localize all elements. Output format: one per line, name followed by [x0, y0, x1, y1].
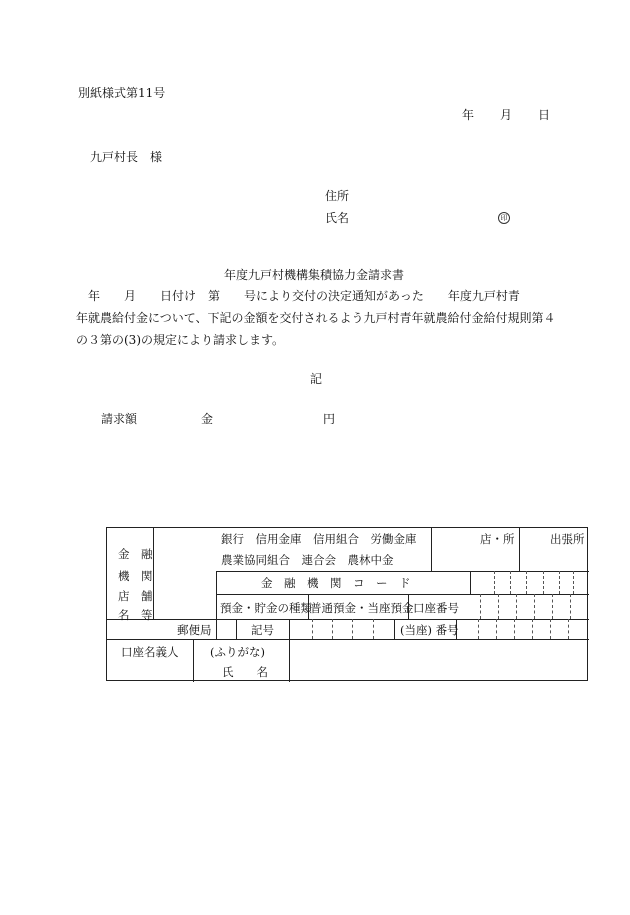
fin-inst-label-4: 名 等: [118, 608, 153, 622]
digit-divider: [573, 571, 574, 594]
address-label: 住所: [325, 189, 350, 203]
v-line: [470, 571, 471, 594]
digit-divider: [510, 571, 511, 594]
digit-divider: [552, 594, 553, 619]
name-label: 氏名: [325, 211, 350, 225]
h-line: [107, 619, 589, 620]
digit-divider: [568, 619, 569, 639]
deposit-type-label: 預金・貯金の種類: [220, 601, 312, 615]
digit-divider: [550, 619, 551, 639]
form-number: 別紙様式第11号: [78, 86, 166, 100]
seal-icon: 印: [498, 212, 510, 224]
digit-divider: [498, 594, 499, 619]
digit-divider: [559, 571, 560, 594]
body-text: [76, 285, 556, 351]
holder-name-label: 氏 名: [222, 665, 268, 679]
body-line-3: の３第の(3)の規定により請求します。: [76, 333, 285, 347]
bank-types-line-2: 農業協同組合 連合会 農林中金: [221, 553, 394, 567]
v-line: [431, 528, 432, 571]
fin-inst-label-1: 金 融: [118, 547, 153, 561]
current-number-label: (当座) 番号: [400, 623, 459, 637]
deposit-type-value: 普通預金・当座預金: [310, 601, 414, 615]
date-year: 年: [462, 108, 475, 122]
kin-label: 金: [201, 412, 214, 426]
digit-divider: [373, 619, 374, 639]
v-line: [216, 571, 217, 639]
date-day: 日: [538, 108, 551, 122]
branch-label: 店・所: [480, 532, 515, 546]
sub-branch-label: 出張所: [550, 532, 585, 546]
document-title: 年度九戸村機構集積協力金請求書: [224, 268, 405, 282]
date-month: 月: [500, 108, 513, 122]
digit-divider: [332, 619, 333, 639]
addressee: 九戸村長 様: [90, 150, 163, 164]
digit-divider: [496, 619, 497, 639]
account-holder-label: 口座名義人: [121, 645, 179, 659]
bank-account-table: [106, 527, 588, 681]
v-line: [153, 528, 154, 619]
v-line: [289, 619, 290, 682]
digit-divider: [514, 619, 515, 639]
digit-divider: [534, 594, 535, 619]
digit-divider: [543, 571, 544, 594]
h-line: [107, 639, 589, 640]
body-line-1: 年 月 日付け 第 号により交付の決定通知があった 年度九戸村青: [76, 289, 520, 303]
furigana-label: (ふりがな): [210, 645, 265, 659]
fin-inst-label-3: 店 舗: [118, 589, 153, 603]
digit-divider: [478, 619, 479, 639]
v-line: [193, 639, 194, 682]
v-line: [394, 619, 395, 639]
symbol-label: 記号: [251, 623, 274, 637]
body-line-2: 年就農給付金について、下記の金額を交付されるよう九戸村青年就農給付金給付規則第４: [76, 311, 556, 325]
digit-divider: [570, 594, 571, 619]
h-line: [216, 571, 589, 572]
bank-code-label: 金 融 機 関 コ ー ド: [261, 576, 411, 590]
digit-divider: [312, 619, 313, 639]
digit-divider: [516, 594, 517, 619]
v-line: [236, 619, 237, 639]
en-label: 円: [323, 412, 336, 426]
bank-types-line-1: 銀行 信用金庫 信用組合 労働金庫: [221, 532, 417, 546]
claim-label: 請求額: [101, 412, 138, 426]
ki-heading: 記: [310, 372, 323, 386]
v-line: [519, 528, 520, 571]
digit-divider: [526, 571, 527, 594]
digit-divider: [532, 619, 533, 639]
fin-inst-label-2: 機 関: [118, 569, 153, 583]
digit-divider: [480, 594, 481, 619]
seal-mark: [498, 209, 510, 224]
account-number-label: 口座番号: [413, 601, 459, 615]
digit-divider: [494, 571, 495, 594]
post-office-label: 郵便局: [177, 623, 212, 637]
digit-divider: [352, 619, 353, 639]
